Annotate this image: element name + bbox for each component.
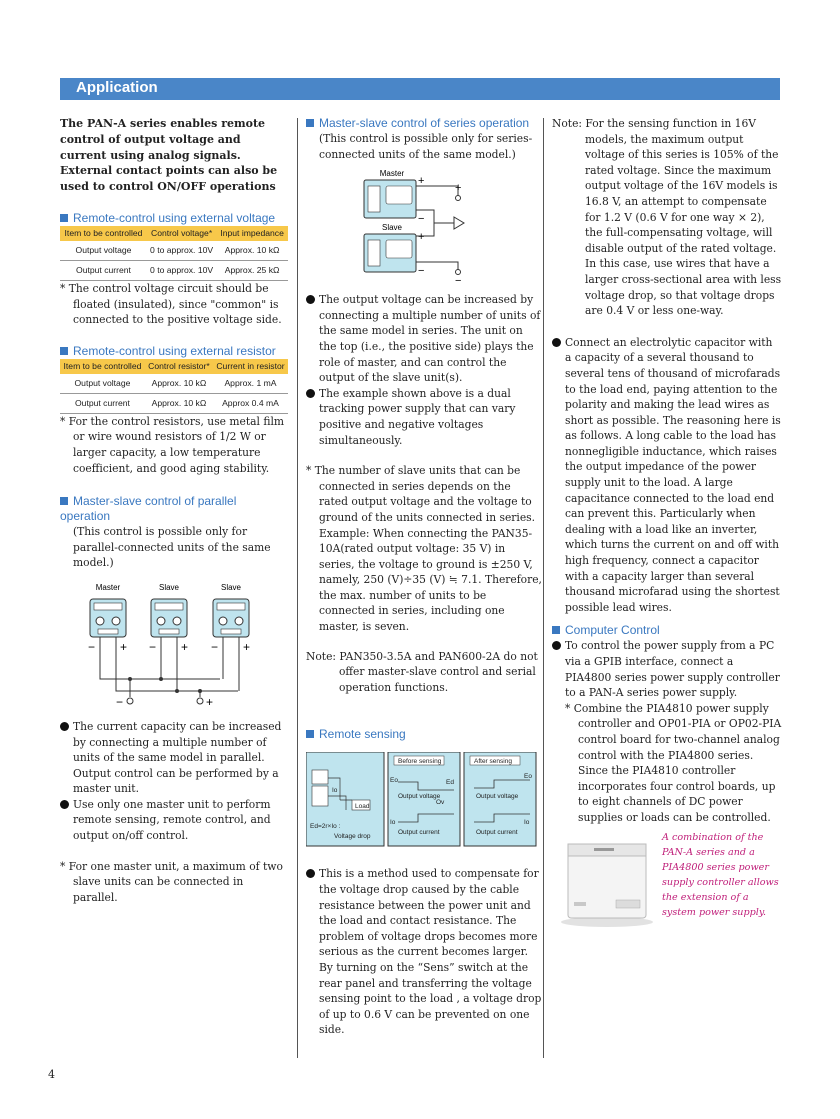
series-note: * The number of slave units that can be connected in series depends on the rated output voltage and the voltage to ground of the units connected in series. Example: When connecting the PAN35-10A(rated output voltage: 35 V) in series, the voltage to ground is ±250 V, namely, 250 (V)÷35 (V) ≒ 7.1. Therefore, the max. number of units to be connected in series, including one master, is seven.	[306, 464, 542, 634]
table-row: Output current 0 to approx. 10V Approx. 25 kΩ	[60, 260, 288, 280]
section-heading-series: Master-slave control of series operation	[306, 116, 542, 131]
svg-text:+: +	[120, 639, 128, 654]
table-header: Control voltage*	[147, 226, 216, 241]
column-3	[552, 116, 782, 826]
svg-text:Ed: Ed	[446, 779, 454, 787]
svg-text:Io: Io	[524, 819, 530, 827]
table-header: Current in resistor	[213, 359, 288, 374]
table-header: Item to be controlled	[60, 359, 145, 374]
parallel-subtitle: (This control is possible only for parallel-connected units of the same model.)	[73, 525, 271, 570]
bullet-item: Use only one master unit to perform remote sensing, remote control, and output on/off control.	[60, 797, 288, 844]
svg-text:+: +	[418, 231, 425, 244]
power-unit-icon	[151, 599, 187, 637]
square-bullet-icon	[60, 214, 68, 222]
svg-text:−: −	[88, 639, 96, 654]
master-label: Master	[95, 582, 121, 592]
svg-text:Before sensing: Before sensing	[398, 758, 442, 766]
slave-label: Slave	[381, 223, 403, 233]
section-heading-sensing: Remote sensing	[306, 727, 542, 742]
svg-text:Io: Io	[332, 787, 338, 795]
column-1	[60, 116, 288, 905]
svg-text:After sensing: After sensing	[474, 758, 512, 766]
bullet-item: Connect an electrolytic capacitor with a capacity of a several thousand to several tens of thousand of microfarads to the load end, paying attention to the polarity and making the lead wires as short as possible. The reasoning here is as follows. A long cable to the load has nonnegligible inductance, which raises the output impedance of the power supply unit to the load. A large capacitance connected to the load end can prevent this. Particularly when dealing with a load like an inverter, which turns the current on and off with high frequency, connect a capacitor with a capacity larger than several thousand microfarad using the shortest possible lead wires.	[552, 335, 782, 616]
pia-note: * Combine the PIA4810 power supply controller and OP01-PIA or OP02-PIA control board for two-channel analog control with the PIA4800 series. Since the PIA4810 controller incorporates four control boards, up to eight channels of DC power supplies or loads can be controlled.	[565, 701, 782, 824]
table-row: Output voltage Approx. 10 kΩ Approx. 1 mA	[60, 374, 288, 394]
svg-text:+: +	[455, 182, 462, 195]
section-heading-parallel: Master-slave control of parallel operation	[60, 494, 237, 524]
parallel-note: * For one master unit, a maximum of two slave units can be connected in parallel.	[60, 859, 283, 904]
series-subtitle: (This control is possible only for series-connected units of the same model.)	[319, 132, 533, 161]
bullet-item: To control the power supply from a PC via a GPIB interface, connect a PIA4800 series power supply controller to a PAN-A series power supply.	[552, 638, 782, 700]
photo-caption: A combination of the PAN-A series and a PIA4800 series power supply controller allows the extension of a system power supply.	[662, 832, 779, 918]
svg-text:Eo: Eo	[524, 773, 532, 781]
intro-text: The PAN-A series enables remote control of output voltage and current using analog signals. External contact points can also be used to control ON/OFF operations	[60, 117, 278, 194]
square-bullet-icon	[306, 730, 314, 738]
table-header: Input impedance	[216, 226, 288, 241]
column-2	[306, 116, 542, 1038]
power-unit-icon	[364, 234, 416, 272]
parallel-diagram	[60, 579, 288, 719]
svg-text:Io: Io	[390, 819, 396, 827]
svg-text:+: +	[181, 639, 189, 654]
power-unit-icon	[364, 180, 416, 218]
bullet-item: The current capacity can be increased by connecting a multiple number of units of the same model in parallel. Output control can be performed by a master unit.	[60, 719, 288, 797]
svg-text:Output current: Output current	[476, 829, 518, 837]
svg-text:+: +	[418, 175, 425, 188]
table-row: Output voltage 0 to approx. 10V Approx. 10 kΩ	[60, 241, 288, 261]
resistor-control-table	[60, 359, 288, 414]
section-banner	[60, 78, 780, 100]
sensing-note: Note: For the sensing function in 16V models, the maximum output voltage of this series is 105% of the rated voltage. Since the maximum output voltage of the 16V models is 16.8 V, an attempt to compensate for 1.2 V (0.6 V for one way × 2), the full-compensating voltage, will disable output of the rated voltage. In this case, use wires that have a larger cross-sectional area with less voltage drop, so that voltage drops are 0.4 V or less one-way.	[552, 117, 782, 318]
bullet-item: The example shown above is a dual tracking power supply that can vary positive and negative voltages simultaneously.	[306, 386, 542, 448]
svg-text:+: +	[206, 694, 214, 709]
table-header: Item to be controlled	[60, 226, 147, 241]
svg-text:Ed=2r×Io :: Ed=2r×Io :	[310, 823, 341, 831]
svg-text:+: +	[243, 639, 251, 654]
power-unit-icon	[90, 599, 126, 637]
svg-text:−: −	[149, 639, 157, 654]
series-diagram	[306, 166, 542, 286]
svg-text:−: −	[455, 275, 462, 287]
resistor-note: * For the control resistors, use metal film or wire wound resistors of 1/2 W or larger capacity, a low temperature coefficient, and good aging stability.	[60, 414, 285, 475]
square-bullet-icon	[60, 347, 68, 355]
svg-text:Load: Load	[355, 803, 370, 811]
power-supply-controller-photo	[560, 834, 654, 928]
svg-text:Output voltage: Output voltage	[398, 793, 441, 801]
svg-text:Eo: Eo	[390, 777, 398, 785]
section-heading-voltage: Remote-control using external voltage	[60, 211, 288, 226]
square-bullet-icon	[552, 626, 560, 634]
table-header: Control resistor*	[145, 359, 213, 374]
bullet-item: This is a method used to compensate for the voltage drop caused by the cable resistance between the power unit and the load and contact resistance. The problem of voltage drops becomes more serious as the current becomes larger. By turning on the “Sens” switch at the rear panel and transferring the voltage sensing point to the load , a voltage drop of up to 0.6 V can be prevented on one side.	[306, 866, 542, 1038]
voltage-control-table	[60, 226, 288, 281]
slave-label: Slave	[158, 582, 180, 592]
section-title: Application	[76, 79, 158, 96]
svg-text:−: −	[211, 639, 219, 654]
section-heading-computer: Computer Control	[552, 623, 782, 638]
voltage-note: * The control voltage circuit should be floated (insulated), since "common" is connected to the positive voltage side.	[60, 281, 282, 327]
square-bullet-icon	[306, 119, 314, 127]
square-bullet-icon	[60, 497, 68, 505]
model-note: Note: PAN350-3.5A and PAN600-2A do not offer master-slave control and serial operation functions.	[306, 649, 538, 694]
section-heading-resistor: Remote-control using external resistor	[60, 344, 288, 359]
svg-text:Voltage drop: Voltage drop	[334, 833, 371, 841]
master-label: Master	[379, 169, 405, 179]
svg-text:−: −	[116, 694, 124, 709]
power-unit-icon	[213, 599, 249, 637]
column-divider	[297, 118, 298, 1058]
remote-sensing-diagram	[306, 752, 542, 852]
svg-text:Ov: Ov	[436, 799, 445, 807]
svg-text:−: −	[418, 265, 425, 278]
page-number: 4	[48, 1068, 55, 1081]
svg-text:Output voltage: Output voltage	[476, 793, 519, 801]
column-divider	[543, 118, 544, 1058]
svg-text:−: −	[418, 213, 425, 226]
svg-text:Output current: Output current	[398, 829, 440, 837]
slave-label: Slave	[220, 582, 242, 592]
bullet-item: The output voltage can be increased by connecting a multiple number of units of the same model in series. The unit on the top (i.e., the positive side) plays the role of master, and can control the output of the slave unit(s).	[306, 292, 542, 386]
table-row: Output current Approx. 10 kΩ Approx 0.4 mA	[60, 393, 288, 413]
